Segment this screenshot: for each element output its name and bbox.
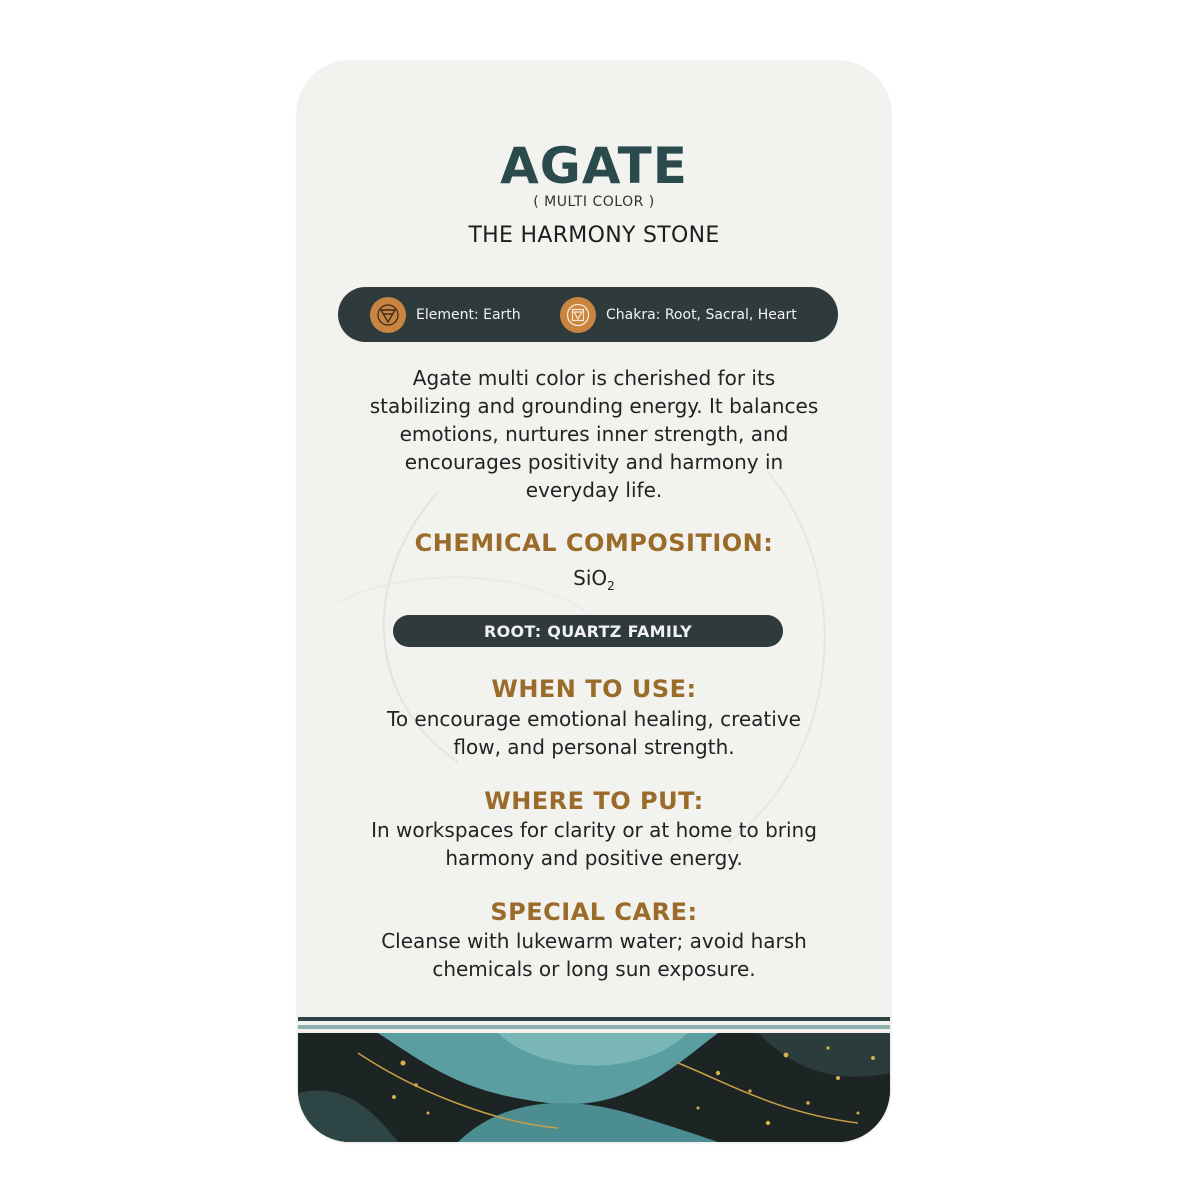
description-line: everyday life. <box>525 478 663 502</box>
formula-subscript: 2 <box>607 579 615 593</box>
stone-tagline: THE HARMONY STONE <box>468 223 720 248</box>
chakra-label: Chakra: Root, Sacral, Heart <box>606 306 797 323</box>
element-label: Element: Earth <box>416 306 521 323</box>
special-care-text <box>298 927 890 983</box>
where-to-put-text <box>298 816 890 872</box>
chakra-attribute <box>560 297 797 333</box>
description-line: encourages positivity and harmony in <box>404 450 784 474</box>
description-line: Agate multi color is cherished for its <box>412 366 776 390</box>
description-line: stabilizing and grounding energy. It balances <box>369 394 819 418</box>
element-attribute <box>370 297 521 333</box>
when-to-use-heading: WHEN TO USE: <box>491 675 697 703</box>
chemical-formula <box>298 564 890 600</box>
footer-divider <box>298 1017 890 1031</box>
special-care-line: chemicals or long sun exposure. <box>432 957 756 981</box>
crystal-info-card <box>298 62 890 1142</box>
when-to-use-line: To encourage emotional healing, creative <box>387 707 801 731</box>
formula-base: SiO <box>573 566 608 590</box>
special-care-heading: SPECIAL CARE: <box>490 898 698 926</box>
attributes-bar <box>338 287 838 342</box>
stone-title: AGATE <box>500 137 688 195</box>
special-care-line: Cleanse with lukewarm water; avoid harsh <box>381 929 807 953</box>
when-to-use-text <box>298 705 890 761</box>
where-to-put-heading: WHERE TO PUT: <box>484 787 704 815</box>
earth-triangle-icon <box>370 297 406 333</box>
description <box>298 364 890 504</box>
quartz-family-badge: ROOT: QUARTZ FAMILY <box>393 615 783 647</box>
where-to-put-line: In workspaces for clarity or at home to bring <box>371 818 817 842</box>
when-to-use-line: flow, and personal strength. <box>453 735 735 759</box>
root-chakra-icon <box>560 297 596 333</box>
where-to-put-line: harmony and positive energy. <box>445 846 743 870</box>
composition-heading: CHEMICAL COMPOSITION: <box>414 529 774 557</box>
marble-footer-art <box>298 1033 890 1142</box>
stone-variant: ( MULTI COLOR ) <box>533 194 655 210</box>
description-line: emotions, nurtures inner strength, and <box>399 422 789 446</box>
